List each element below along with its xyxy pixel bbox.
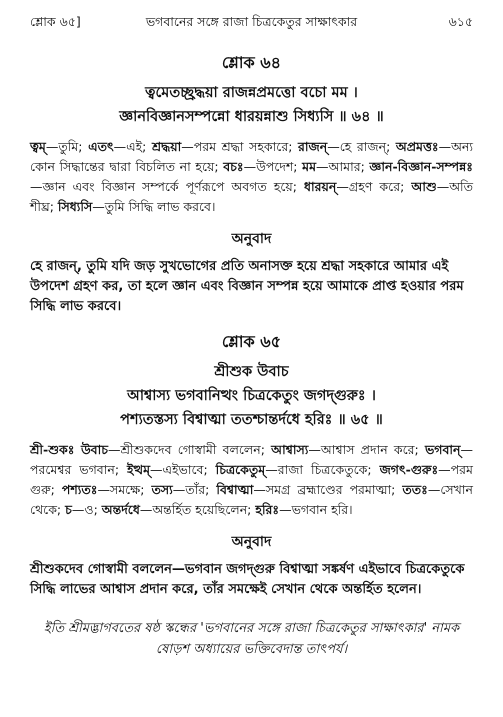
synonym-meaning: সমক্ষে; [109,482,145,497]
synonym-meaning: তাঁর; [185,482,210,497]
synonym-entry [62,482,145,497]
synonym-entry [216,482,395,497]
synonym-entry [255,502,352,517]
synonym-entry [302,159,365,174]
synonym-meaning: অন্য কোন সিদ্ধান্তের দ্বারা বিচলিত না হয়ে; [30,139,474,174]
synonym-meaning: তুমি সিদ্ধি লাভ করবে। [104,199,216,214]
verse-line: জ্ঞানবিজ্ঞানসম্পন্নো ধারয়ন্নাশু সিধ্যসি ॥ ৬৪ ॥ [119,109,384,125]
verse-64-text [30,81,473,129]
synonym-meaning: সেখান থেকে; [30,482,473,517]
header-chapter-title: ভগবানের সঙ্গে রাজা চিত্রকেতুর সাক্ষাৎকার [145,14,358,29]
translation-64-heading: অনুবাদ [231,231,272,247]
synonym-dash: — [92,199,105,214]
synonym-entry [88,139,146,154]
synonym-dash: — [427,482,441,497]
synonym-meaning: ও; [84,502,98,517]
synonym-term: শ্রী-শুকঃ উবাচ [30,442,109,457]
synonym-dash: — [139,502,153,517]
synonym-dash: — [438,139,452,154]
synonym-meaning: হে রাজন্; [339,139,391,154]
synonym-term: এতৎ [88,139,114,154]
running-header [30,14,473,34]
synonym-entry [304,179,404,194]
synonym-dash: — [336,179,349,194]
synonym-entry [58,199,216,214]
synonym-term: ধারয়ন্ [304,179,337,194]
synonym-dash: — [172,482,186,497]
header-page-number: ৬১৫ [448,14,473,29]
chapter-closing-note: ইতি শ্রীমদ্ভাগবতের ষষ্ঠ স্কন্ধের 'ভগবানের সঙ্গে রাজা চিত্রকেতুর সাক্ষাৎকার' নামক ষোড়শ অধ্যায়ের ভক্তিবেদান্ত তাৎপর্য। [43,621,460,657]
synonym-dash: — [438,462,451,477]
translation-64-text: হে রাজন্, তুমি যদি জড় সুখভোগের প্রতি অনাসক্ত হয়ে শ্রদ্ধা সহকারে আমার এই উপদেশ গ্রহণ কর, তা হলে জ্ঞান এবং বিজ্ঞান সম্পন্ন হয়ে আমাকে প্রাপ্ত হওয়ার পরম সিদ্ধি লাভ করবে। [30,259,464,314]
header-verse-ref: শ্লোক ৬৫] [30,14,81,29]
synonym-term: রাজন্ [298,139,328,154]
synonym-entry [102,502,252,517]
synonym-term: ততঃ [402,482,428,497]
synonym-term: বচঃ [223,159,244,174]
synonym-term: ত্বম্ [30,139,46,154]
verse-65-speaker: শ্রীশুক উবাচ [214,364,289,380]
synonym-dash: — [308,442,321,457]
synonym-meaning: ভগবান হরি। [291,502,353,517]
synonym-entry [127,462,208,477]
synonym-meaning: আশ্বাস প্রদান করে; [320,442,419,457]
verse-65-text [30,384,473,432]
verse-line: পশ্যতস্তস্য বিশ্বাত্মা ততশ্চান্তর্দধে হরিঃ ॥ ৬৫ ॥ [120,412,383,428]
synonym-entry [271,442,419,457]
verse-line: আশ্বাস্য ভগবানিত্থং চিত্রকেতুং জগদ্‌গুরুঃ । [127,388,376,404]
synonyms-64 [30,137,473,217]
synonym-meaning: তুমি; [58,139,83,154]
synonym-term: বিশ্বাত্মা [216,482,254,497]
synonym-meaning: অন্তর্হিত হয়েছিলেন; [152,502,252,517]
synonym-dash: — [460,442,473,457]
synonym-dash: — [45,139,59,154]
synonym-dash: — [316,159,329,174]
synonym-meaning: উপদেশ; [256,159,298,174]
synonym-term: ভগবান্ [424,442,461,457]
synonym-term: আশু [411,179,437,194]
synonym-dash: — [97,482,110,497]
synonym-dash: — [243,159,257,174]
verse-64-heading: শ্লোক ৬৪ [221,53,282,72]
synonym-meaning: জ্ঞান এবং বিজ্ঞান সম্পর্কে পূর্ণরূপে অবগত হয়ে; [42,179,297,194]
synonym-dash: — [113,139,127,154]
synonym-term: মম [302,159,317,174]
synonym-meaning: শ্রীশুকদেব গোস্বামী বললেন; [120,442,265,457]
synonym-term: অপ্রমত্তঃ [395,139,439,154]
synonym-dash: — [108,442,121,457]
synonym-entry [65,502,98,517]
synonym-dash: — [279,502,292,517]
synonym-meaning: পরমেশ্বর ভগবান; [30,462,120,477]
synonym-meaning: পরম শ্রদ্ধা সহকারে; [193,139,293,154]
synonym-term: জগৎ-গুরুঃ [379,462,439,477]
synonym-term: শ্রদ্ধয়া [151,139,182,154]
synonym-meaning: রাজা চিত্রকেতুকে; [277,462,372,477]
synonym-dash: — [265,462,278,477]
synonym-dash: — [181,139,194,154]
synonym-term: চিত্রকেতুম্ [215,462,266,477]
synonym-entry [216,462,372,477]
synonym-term: হরিঃ [255,502,280,517]
synonym-term: সিধ্যসি [57,199,93,214]
verse-65-heading: শ্লোক ৬৫ [221,332,282,351]
synonyms-65 [30,440,473,520]
translation-65-text: শ্রীশুকদেব গোস্বামী বললেন—ভগবান জগদ্‌গুরু বিশ্বাত্মা সঙ্কর্ষণ এইভাবে চিত্রকেতুকে সিদ্ধি লাভের আশ্বাস প্রদান করে, তাঁর সমক্ষেই সেখান থেকে অন্তর্হিত হলেন। [30,562,465,597]
synonym-dash: — [253,482,266,497]
synonym-term: জ্ঞান-বিজ্ঞান-সম্পন্নঃ [369,159,473,174]
synonym-meaning: এইভাবে; [162,462,208,477]
verse-line: ত্বমেতচ্ছ্রদ্ধয়া রাজন্নপ্রমত্তো বচো মম । [145,85,358,101]
synonym-term: পশ্যতঃ [61,482,98,497]
synonym-dash: — [30,179,43,194]
synonym-meaning: অতি শীঘ্র; [30,179,473,214]
synonym-term: তস্য [151,482,173,497]
synonym-entry [30,442,265,457]
translation-65-heading: অনুবাদ [231,534,272,550]
synonym-meaning: এই; [126,139,147,154]
synonym-term: চ [65,502,72,517]
synonym-term: আশ্বাস্য [271,442,309,457]
synonym-term: ইত্থম্ [127,462,151,477]
synonym-dash: — [327,139,340,154]
synonym-entry [152,139,292,154]
synonym-meaning: সমগ্র ব্রহ্মাণ্ডের পরমাত্মা; [265,482,396,497]
synonym-meaning: আমার; [328,159,365,174]
synonym-entry [30,139,82,154]
synonym-entry [152,482,210,497]
synonym-dash: — [150,462,163,477]
synonym-entry [223,159,297,174]
synonym-entry [298,139,390,154]
synonym-dash: — [71,502,85,517]
synonym-meaning: গ্রহণ করে; [348,179,405,194]
page-content [30,44,473,660]
synonym-dash: — [436,179,450,194]
synonym-term: অন্তর্দধে [101,502,140,517]
synonym-meaning: পরম গুরু; [30,462,473,497]
